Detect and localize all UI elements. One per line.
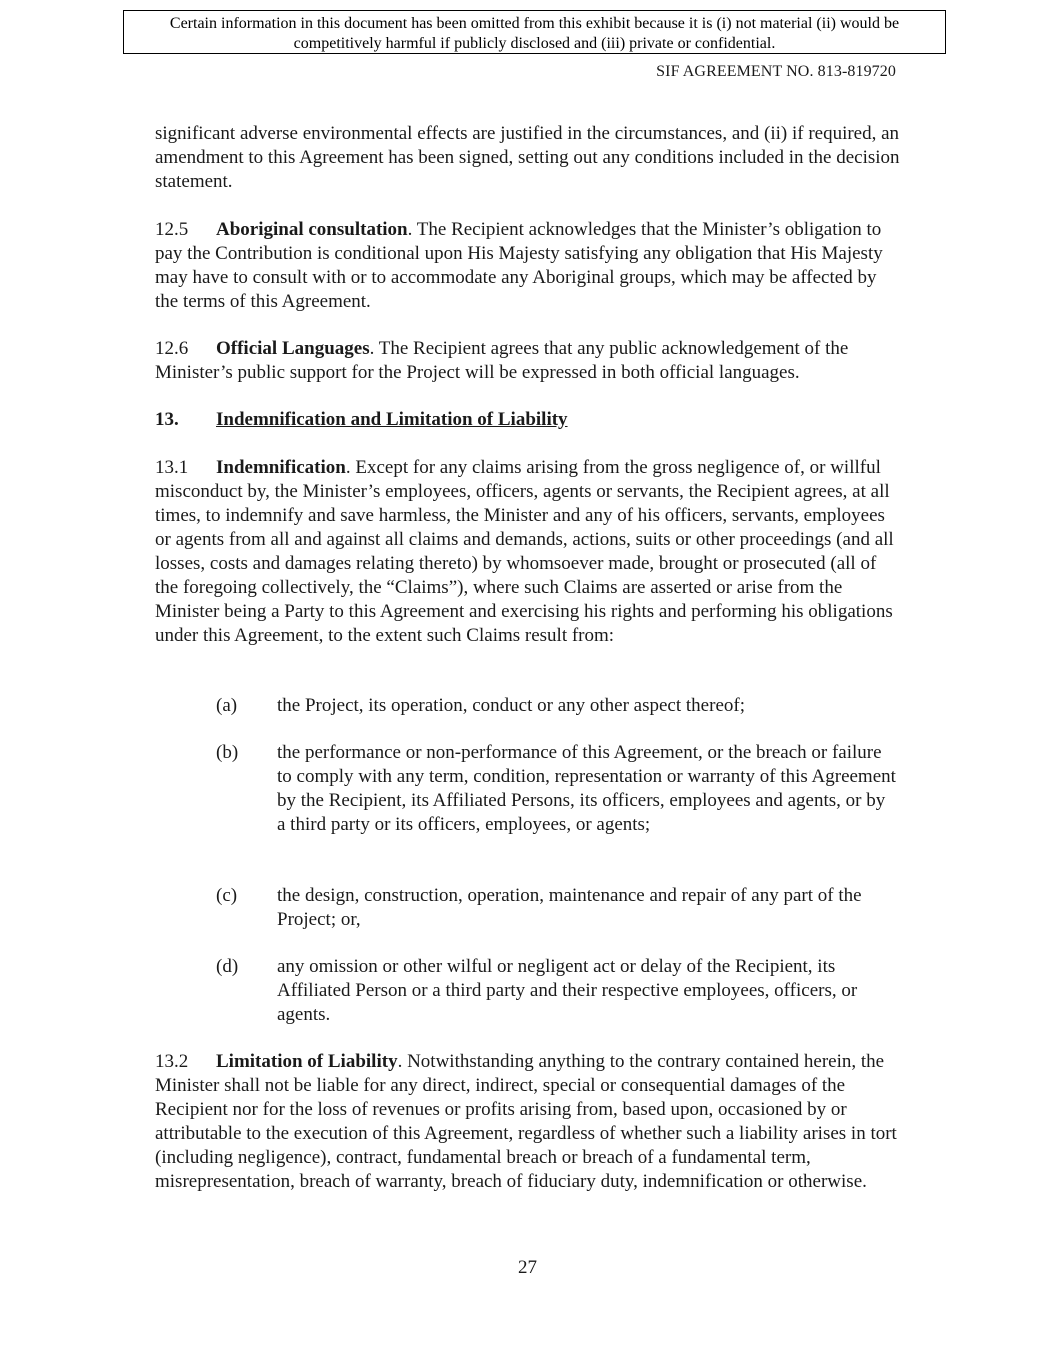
section-heading: Indemnification xyxy=(216,457,346,478)
section-number: 13.1 xyxy=(155,457,189,478)
section-heading: Official Languages xyxy=(216,338,370,359)
item-label: (d) xyxy=(216,956,239,977)
list-item-a xyxy=(216,694,896,718)
section-13-heading xyxy=(155,408,568,432)
list-item-c xyxy=(216,884,896,932)
list-item-b xyxy=(216,741,896,837)
section-number: 13. xyxy=(155,409,179,430)
page-number: 27 xyxy=(518,1257,537,1278)
section-12-6 xyxy=(155,337,900,385)
section-text: . Except for any claims arising from the gross negligence of, or willful misconduct by, the Minister’s employees, officers, agents or servants, the Recipient agrees, at all times, to indemnify and save harmless, the Minister and any of his officers, servants, employees or agents from all and against all claims and demands, actions, suits or other proceedings (and all losses, costs and damages relating thereto) by whomsoever made, brought or prosecuted (all of the foregoing collectively, the “Claims”), where such Claims are asserted or arise from the Minister being a Party to this Agreement and exercising his rights and performing his obligations under this Agreement, to the extent such Claims result from: xyxy=(155,457,894,646)
continuation-paragraph: significant adverse environmental effects are justified in the circumstances, and (ii) if required, an amendment to this Agreement has been signed, setting out any conditions included in the decision statement. xyxy=(155,123,900,192)
section-13-2 xyxy=(155,1050,900,1194)
section-12-5 xyxy=(155,218,900,314)
section-heading: Aboriginal consultation xyxy=(216,219,408,240)
section-text: . The Recipient acknowledges that the Minister’s obligation to pay the Contribution is conditional upon His Majesty satisfying any obligation that His Majesty may have to consult with or to accommodate any Aboriginal groups, which may be affected by the terms of this Agreement. xyxy=(155,219,883,312)
section-title: Indemnification and Limitation of Liability xyxy=(216,409,568,430)
item-text: the performance or non-performance of this Agreement, or the breach or failure to comply with any term, condition, representation or warranty of this Agreement by the Recipient, its Affiliated Persons, its officers, employees and agents, or by a third party or its officers, employees, or agents; xyxy=(277,742,896,835)
confidentiality-notice: Certain information in this document has been omitted from this exhibit because it is (i) not material (ii) would be competitively harmful if publicly disclosed and (iii) private or confidential. xyxy=(123,10,946,54)
section-text: . Notwithstanding anything to the contrary contained herein, the Minister shall not be liable for any direct, indirect, special or consequential damages of the Recipient nor for the loss of revenues or profits arising from, based upon, occasioned by or attributable to the execution of this Agreement, regardless of whether such a liability arises in tort (including negligence), contract, fundamental breach or breach of a fundamental term, misrepresentation, breach of warranty, breach of fiduciary duty, indemnification or otherwise. xyxy=(155,1051,897,1192)
section-number: 12.6 xyxy=(155,338,189,359)
item-label: (a) xyxy=(216,695,238,716)
agreement-number: SIF AGREEMENT NO. 813-819720 xyxy=(656,63,896,80)
item-text: the design, construction, operation, maintenance and repair of any part of the Project; or, xyxy=(277,885,862,930)
list-item-d xyxy=(216,955,896,1027)
item-text: the Project, its operation, conduct or any other aspect thereof; xyxy=(277,695,745,716)
section-text: . The Recipient agrees that any public acknowledgement of the Minister’s public support for the Project will be expressed in both official languages. xyxy=(155,338,849,383)
item-text: any omission or other wilful or negligent act or delay of the Recipient, its Affiliated Person or a third party and their respective employees, officers, or agents. xyxy=(277,956,858,1025)
section-heading: Limitation of Liability xyxy=(216,1051,398,1072)
section-number: 13.2 xyxy=(155,1051,189,1072)
section-number: 12.5 xyxy=(155,219,189,240)
section-13-1 xyxy=(155,456,900,648)
item-label: (b) xyxy=(216,742,239,763)
item-label: (c) xyxy=(216,885,238,906)
